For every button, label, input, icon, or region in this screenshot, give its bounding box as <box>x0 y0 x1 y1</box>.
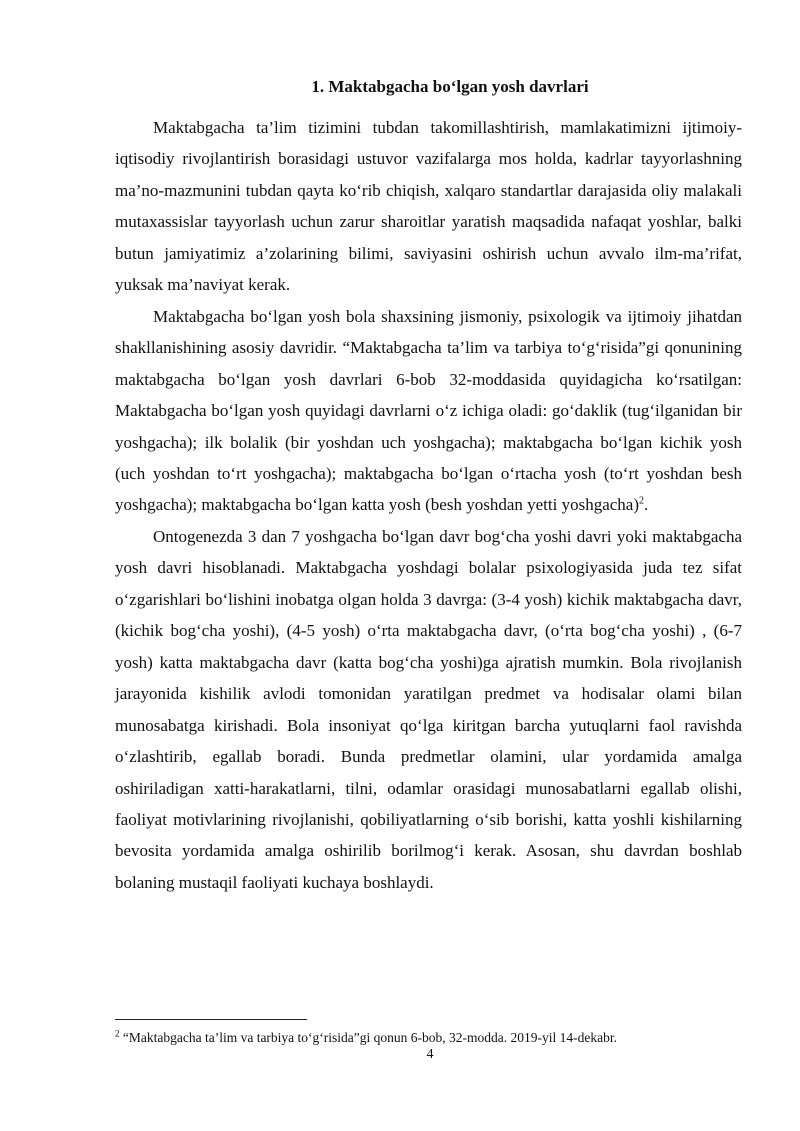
footnote <box>115 1029 755 1046</box>
paragraph-1 <box>115 112 742 301</box>
paragraph-1-text: Maktabgacha ta’lim tizimini tubdan takomillashtirish, mamlakatimizni ijtimoiy-iqtisodiy rivojlantirish borasidagi ustuvor vazifalarga mos holda, kadrlar tayyorlashning ma’no-mazmunini tubdan qayta ko‘rib chiqish, xalqaro standartlar darajasida oliy malakali mutaxassislar tayyorlash uchun zarur sharoitlar yaratish maqsadida nafaqat yoshlar, balki butun jamiyatimiz a’zolarining bilimi, saviyasini oshirish uchun avvalo ilm-ma’rifat, yuksak ma’naviyat kerak. <box>115 118 742 295</box>
paragraph-2-tail: . <box>644 495 649 515</box>
page-number: 4 <box>426 1047 434 1062</box>
paragraph-2 <box>115 301 742 521</box>
body-text <box>115 112 742 898</box>
footnote-separator <box>115 1019 307 1020</box>
paragraph-3 <box>115 521 742 898</box>
footnote-number: 2 <box>115 1028 120 1039</box>
paragraph-3-text: Ontogenezda 3 dan 7 yoshgacha bo‘lgan davr bog‘cha yoshi davri yoki maktabgacha yosh davri hisoblanadi. Maktabgacha yoshdagi bolalar psixologiyasida juda tez sifat o‘zgarishlari bo‘lishini inobatga olgan holda 3 davrga: (3-4 yosh) kichik maktabgacha davr, (kichik bog‘cha yoshi), (4-5 yosh) o‘rta maktabgacha davr, (o‘rta bog‘cha yoshi) , (6-7 yosh) katta maktabgacha davr (katta bog‘cha yoshi)ga ajratish mumkin. Bola rivojlanish jarayonida kishilik avlodi tomonidan yaratilgan predmet va hodisalar olami bilan munosabatga kirishadi. Bola insoniyat qo‘lga kiritgan barcha yutuqlarni faol ravishda o‘zlashtirib, egallab boradi. Bunda predmetlar olamini, ular yordamida amalga oshiriladigan xatti-harakatlarni, tilni, odamlar orasidagi munosabatlarni egallab olishi, faoliyat motivlarining rivojlanishi, qobiliyatlarning o‘sib borishi, katta yoshli kishilarning bevosita yordamida amalga oshirilib borilmog‘i kerak. Asosan, shu davrdan boshlab bolaning mustaqil faoliyati kuchaya boshlaydi. <box>115 526 742 892</box>
footnote-text: “Maktabgacha ta’lim va tarbiya to‘g‘risida”gi qonun 6-bob, 32-modda. 2019-yil 14-dekabr. <box>119 1030 617 1045</box>
section-title: 1. Maktabgacha bo‘lgan yosh davrlari <box>311 77 589 96</box>
footnote-reference: 2 <box>639 495 645 507</box>
paragraph-2-text: Maktabgacha bo‘lgan yosh bola shaxsining jismoniy, psixologik va ijtimoiy jihatdan shakllanishining asosiy davridir. “Maktabgacha ta’lim va tarbiya to‘g‘risida”gi qonunining maktabgacha bo‘lgan yosh davrlari 6-bob 32-moddasida quyidagicha ko‘rsatilgan: Maktabgacha bo‘lgan yosh quyidagi davrlarni o‘z ichiga oladi: go‘daklik (tug‘ilganidan bir yoshgacha); ilk bolalik (bir yoshdan uch yoshgacha); maktabgacha bo‘lgan kichik yosh (uch yoshdan to‘rt yoshgacha); maktabgacha bo‘lgan o‘rtacha yosh (to‘rt yoshdan besh yoshgacha); maktabgacha bo‘lgan katta yosh (besh yoshdan yetti yoshgacha) <box>115 306 742 515</box>
